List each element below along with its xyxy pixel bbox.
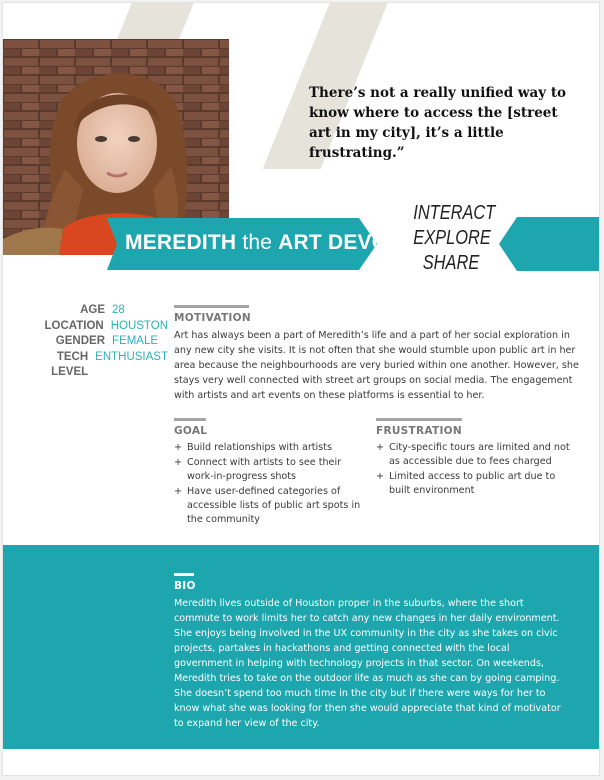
persona-name bbox=[125, 231, 430, 255]
right-banner-arrow bbox=[499, 217, 600, 271]
persona-name-connector: the bbox=[242, 231, 273, 254]
tag-explore: EXPLORE bbox=[413, 227, 491, 249]
profile-row-age bbox=[23, 303, 168, 319]
plus-icon: + bbox=[174, 457, 183, 468]
tag-interact: INTERACT bbox=[413, 202, 496, 224]
frustration-section bbox=[376, 418, 576, 499]
profile-row-gender bbox=[23, 334, 168, 350]
motivation-text: Art has always been a part of Meredith’s life and a part of her social exploration in any new city she visits. It is not often that she would stumble upon public art in her area because the neighbourhoods are very buried within one another. However, she stays very well connected with street art groups on social media. The engagement with artists and art events on these platforms is essential to her. bbox=[174, 330, 579, 401]
bio-title: BIO bbox=[174, 580, 196, 592]
section-divider bbox=[174, 573, 194, 576]
persona-quote: There’s not a really unified way to know where to access the [street art in my city], it’s a little frustrating.” bbox=[309, 85, 567, 161]
goal-item-text: Build relationships with artists bbox=[187, 442, 332, 453]
section-divider bbox=[174, 305, 249, 308]
plus-icon: + bbox=[376, 442, 385, 453]
plus-icon: + bbox=[376, 471, 385, 482]
tag-share: SHARE bbox=[422, 252, 480, 274]
motivation-section bbox=[174, 305, 584, 403]
profile-row-location bbox=[23, 319, 168, 335]
frustration-title: FRUSTRATION bbox=[376, 425, 462, 437]
list-item bbox=[174, 441, 364, 455]
name-banner bbox=[107, 218, 430, 270]
list-item bbox=[376, 441, 576, 469]
plus-icon: + bbox=[174, 486, 183, 497]
persona-page bbox=[2, 2, 600, 776]
plus-icon: + bbox=[174, 442, 183, 453]
section-divider bbox=[376, 418, 462, 421]
list-item bbox=[376, 470, 576, 498]
profile-label: LOCATION bbox=[44, 319, 104, 332]
profile-value: 28 bbox=[112, 304, 125, 316]
profile-label: AGE bbox=[80, 304, 105, 316]
goal-list bbox=[174, 441, 364, 527]
profile-details bbox=[23, 303, 168, 381]
goal-section bbox=[174, 418, 364, 528]
bio-content bbox=[174, 573, 569, 731]
profile-value: ENTHUSIAST bbox=[95, 350, 168, 363]
list-item bbox=[174, 456, 364, 484]
section-divider bbox=[174, 418, 206, 421]
profile-value: HOUSTON bbox=[110, 319, 168, 332]
frustration-list bbox=[376, 441, 576, 498]
frustration-item-text: City-specific tours are limited and not as accessible due to fees charged bbox=[389, 442, 570, 467]
persona-tags bbox=[413, 201, 496, 276]
frustration-item-text: Limited access to public art due to built environment bbox=[389, 471, 556, 496]
profile-row-tech-level bbox=[23, 350, 168, 381]
goal-item-text: Have user-defined categories of accessible lists of public art spots in the community bbox=[187, 486, 361, 525]
profile-label: GENDER bbox=[55, 335, 105, 347]
goal-item-text: Connect with artists to see their work-in-progress shots bbox=[187, 457, 342, 482]
profile-label: TECH LEVEL bbox=[51, 350, 89, 378]
motivation-title: MOTIVATION bbox=[174, 312, 251, 324]
bio-text: Meredith lives outside of Houston proper in the suburbs, where the short commute to work limits her to catch any new changes in her daily environment. She enjoys being involved in the UX community in the city as she takes on civic projects, partakes in hackathons and getting connected with the local government in helping with technology projects in that sector. On weekends, Meredith tries to take on the outdoor life as much as she can by going camping. She doesn’t spend too much time in the city but if there were ways for her to know what she was looking for then she would appreciate that kind of motivator to expand her view of the city. bbox=[174, 598, 561, 729]
list-item bbox=[174, 485, 364, 527]
goal-title: GOAL bbox=[174, 425, 208, 437]
persona-role: ART DEVOTEE bbox=[278, 231, 430, 254]
bio-section bbox=[3, 545, 600, 749]
persona-first-name: MEREDITH bbox=[125, 231, 237, 254]
profile-value: FEMALE bbox=[112, 335, 159, 347]
